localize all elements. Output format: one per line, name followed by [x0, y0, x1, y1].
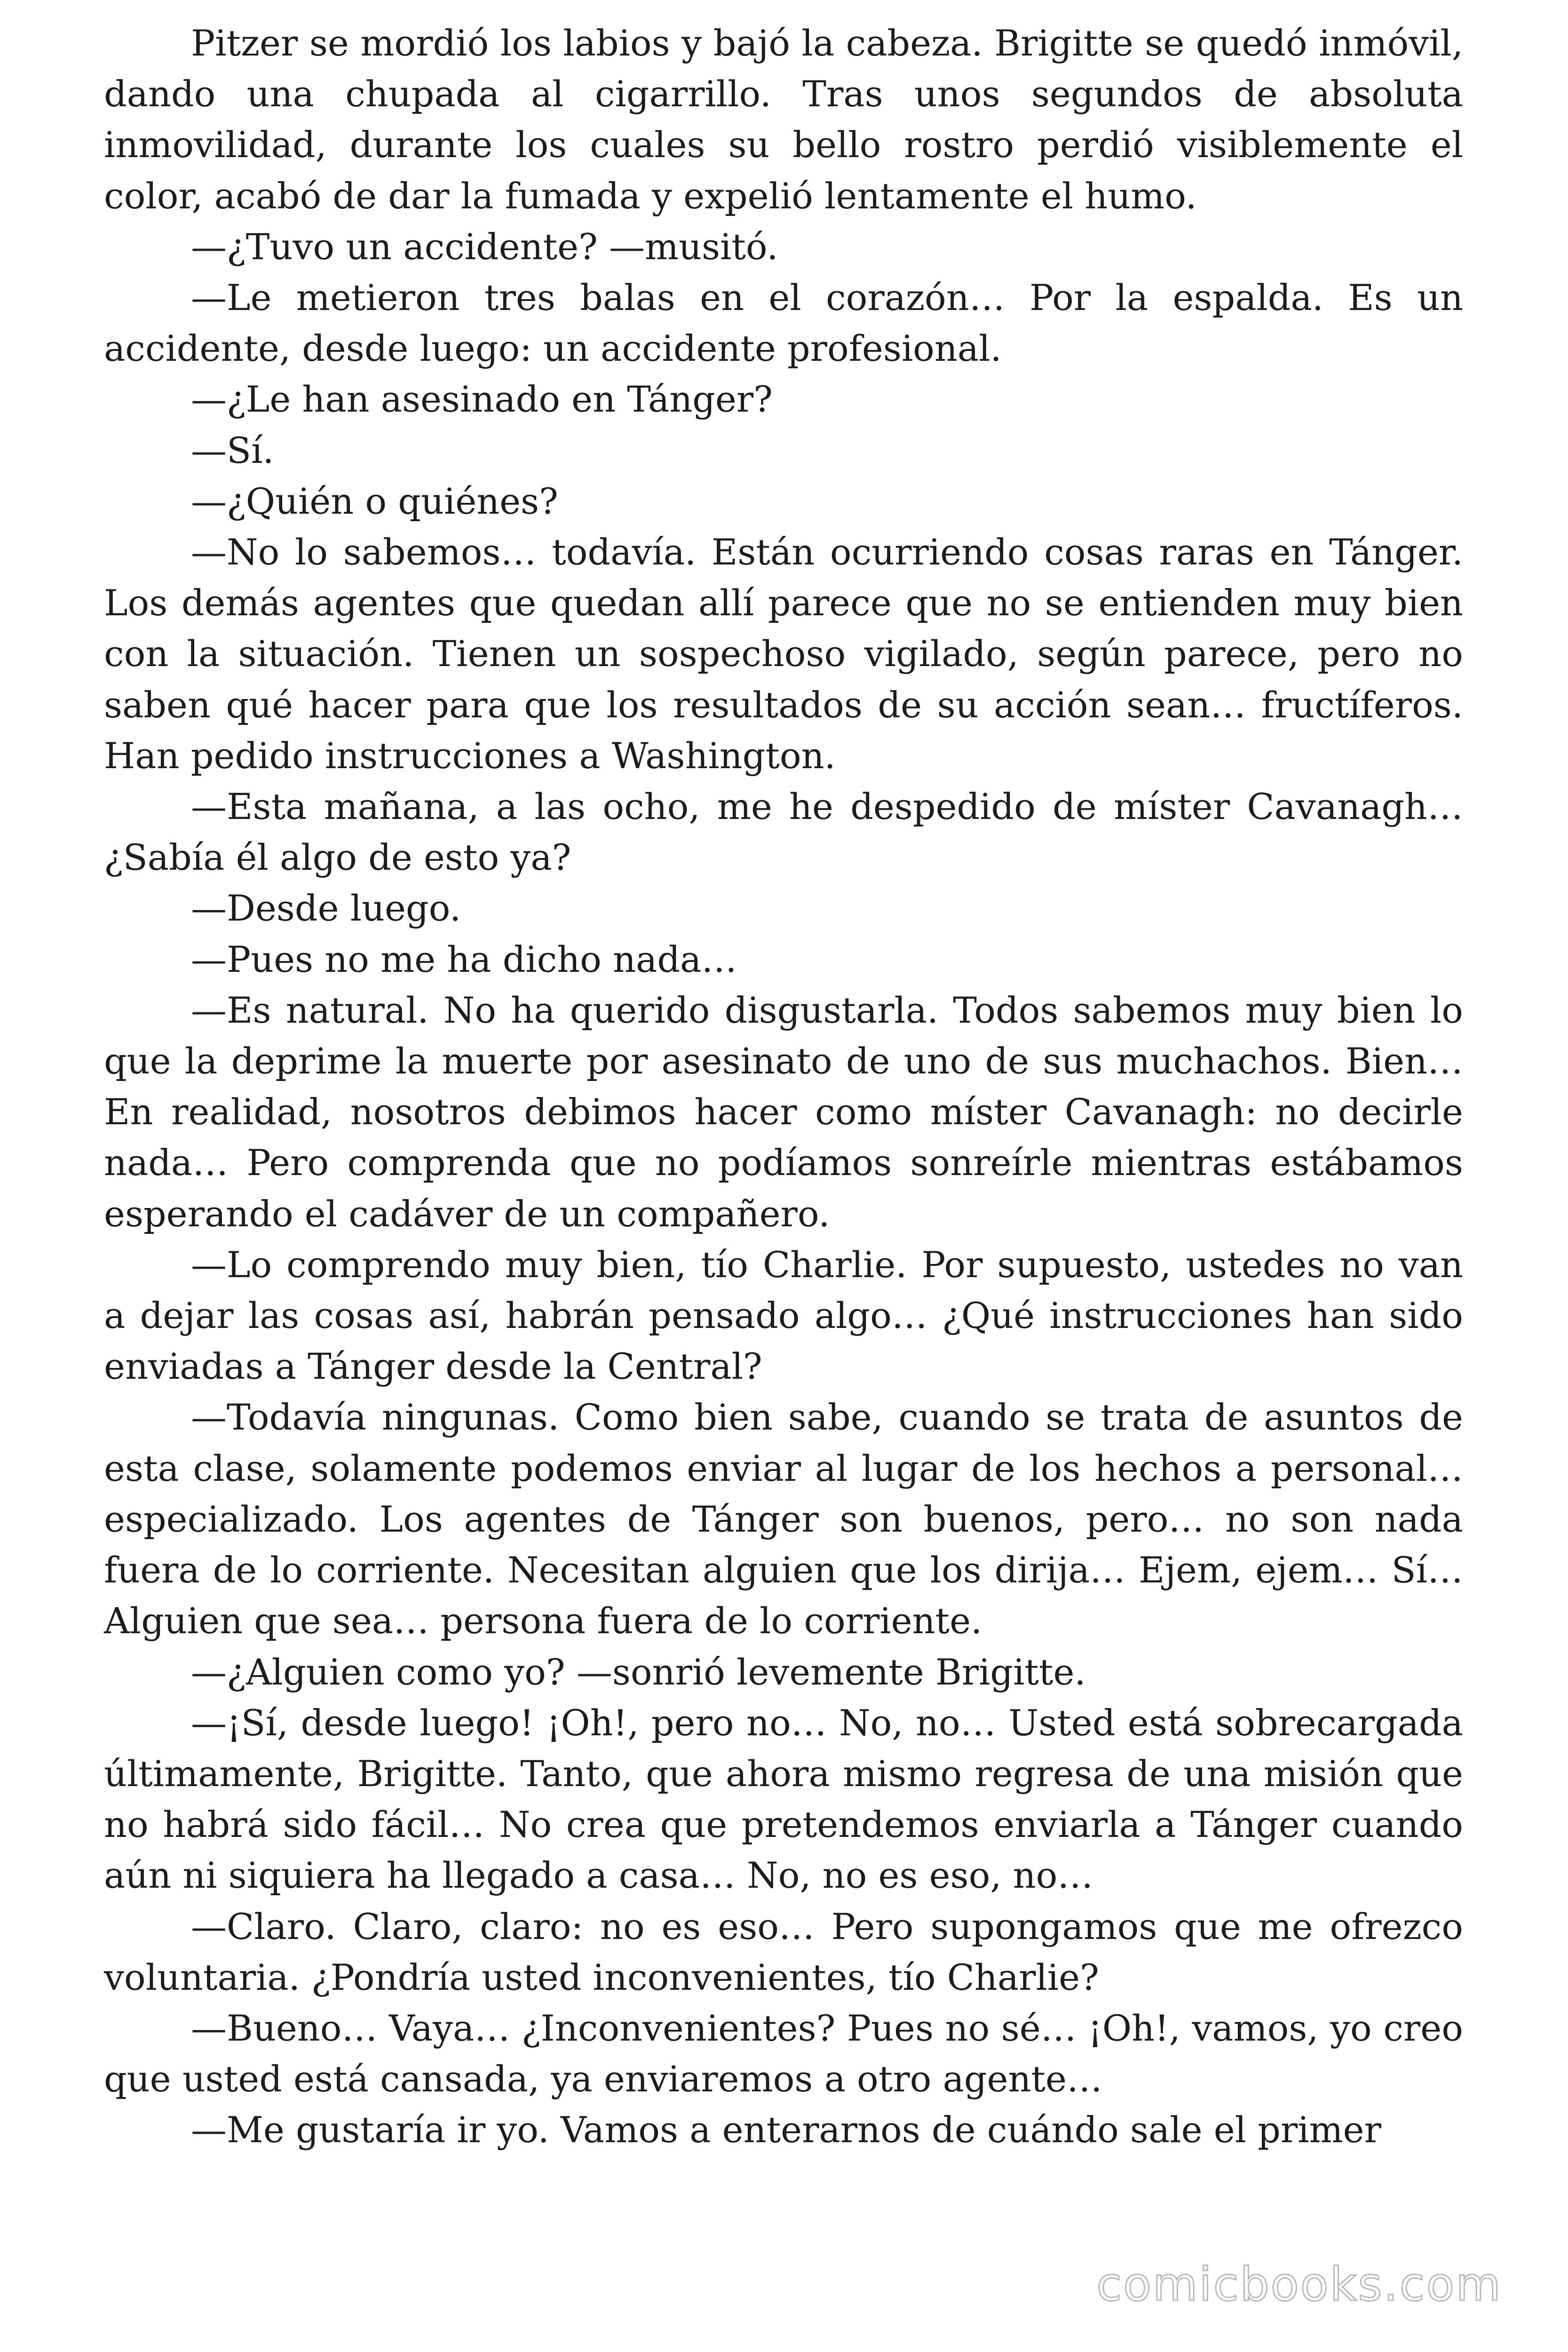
- paragraph-6: —¿Quién o quiénes?: [191, 480, 558, 522]
- paragraph-16: —Claro. Claro, claro: no es eso… Pero supongamos que me ofrezco voluntaria. ¿Pondría usted inconvenientes, tío Charlie?: [104, 1905, 1463, 1998]
- paragraph-14: —¿Alguien como yo? —sonrió levemente Brigitte.: [191, 1651, 1086, 1693]
- paragraph-13: —Todavía ningunas. Como bien sabe, cuando se trata de asuntos de esta clase, solamente podemos enviar al lugar de los hechos a personal… especializado. Los agentes de Tánger son buenos, pero… no son nada fuera de lo corriente. Necesitan alguien que los dirija… Ejem, ejem… Sí… Alguien que sea… persona fuera de lo corriente.: [104, 1396, 1463, 1642]
- paragraph-10: —Pues no me ha dicho nada…: [191, 938, 737, 980]
- page-text: [104, 18, 1463, 2156]
- paragraph-8: —Esta mañana, a las ocho, me he despedido de míster Cavanagh… ¿Sabía él algo de esto ya?: [104, 786, 1463, 879]
- paragraph-5: —Sí.: [191, 429, 274, 471]
- paragraph-11: —Es natural. No ha querido disgustarla. Todos sabemos muy bien lo que la deprime la muerte por asesinato de uno de sus muchachos. Bien… En realidad, nosotros debimos hacer como míster Cavanagh: no decirle nada… Pero comprenda que no podíamos sonreírle mientras estábamos esperando el cadáver de un compañero.: [104, 989, 1463, 1235]
- paragraph-2: —¿Tuvo un accidente? —musitó.: [191, 225, 778, 268]
- paragraph-15: —¡Sí, desde luego! ¡Oh!, pero no… No, no… Usted está sobrecargada últimamente, Brigitte. Tanto, que ahora mismo regresa de una misión que no habrá sido fácil… No crea que pretendemos enviarla a Tánger cuando aún ni siquiera ha llegado a casa… No, no es eso, no…: [104, 1701, 1463, 1897]
- watermark: comicbooks.com: [1096, 2258, 1502, 2312]
- paragraph-9: —Desde luego.: [191, 887, 461, 930]
- paragraph-7: —No lo sabemos… todavía. Están ocurriendo cosas raras en Tánger. Los demás agentes que quedan allí parece que no se entienden muy bien con la situación. Tienen un sospechoso vigilado, según parece, pero no saben qué hacer para que los resultados de su acción sean… fructíferos. Han pedido instrucciones a Washington.: [104, 531, 1463, 777]
- paragraph-12: —Lo comprendo muy bien, tío Charlie. Por supuesto, ustedes no van a dejar las cosas así, habrán pensado algo… ¿Qué instrucciones han sido enviadas a Tánger desde la Central?: [104, 1243, 1463, 1388]
- paragraph-1: Pitzer se mordió los labios y bajó la cabeza. Brigitte se quedó inmóvil, dando una chupada al cigarrillo. Tras unos segundos de absoluta inmovilidad, durante los cuales su bello rostro perdió visiblemente el color, acabó de dar la fumada y expelió lentamente el humo.: [104, 22, 1463, 217]
- paragraph-3: —Le metieron tres balas en el corazón… Por la espalda. Es un accidente, desde luego: un accidente profesional.: [104, 277, 1463, 370]
- paragraph-17: —Bueno… Vaya… ¿Inconvenientes? Pues no sé… ¡Oh!, vamos, yo creo que usted está cansada, ya enviaremos a otro agente…: [104, 2007, 1463, 2100]
- paragraph-4: —¿Le han asesinado en Tánger?: [191, 378, 773, 421]
- paragraph-18: —Me gustaría ir yo. Vamos a enterarnos de cuándo sale el primer: [191, 2109, 1381, 2151]
